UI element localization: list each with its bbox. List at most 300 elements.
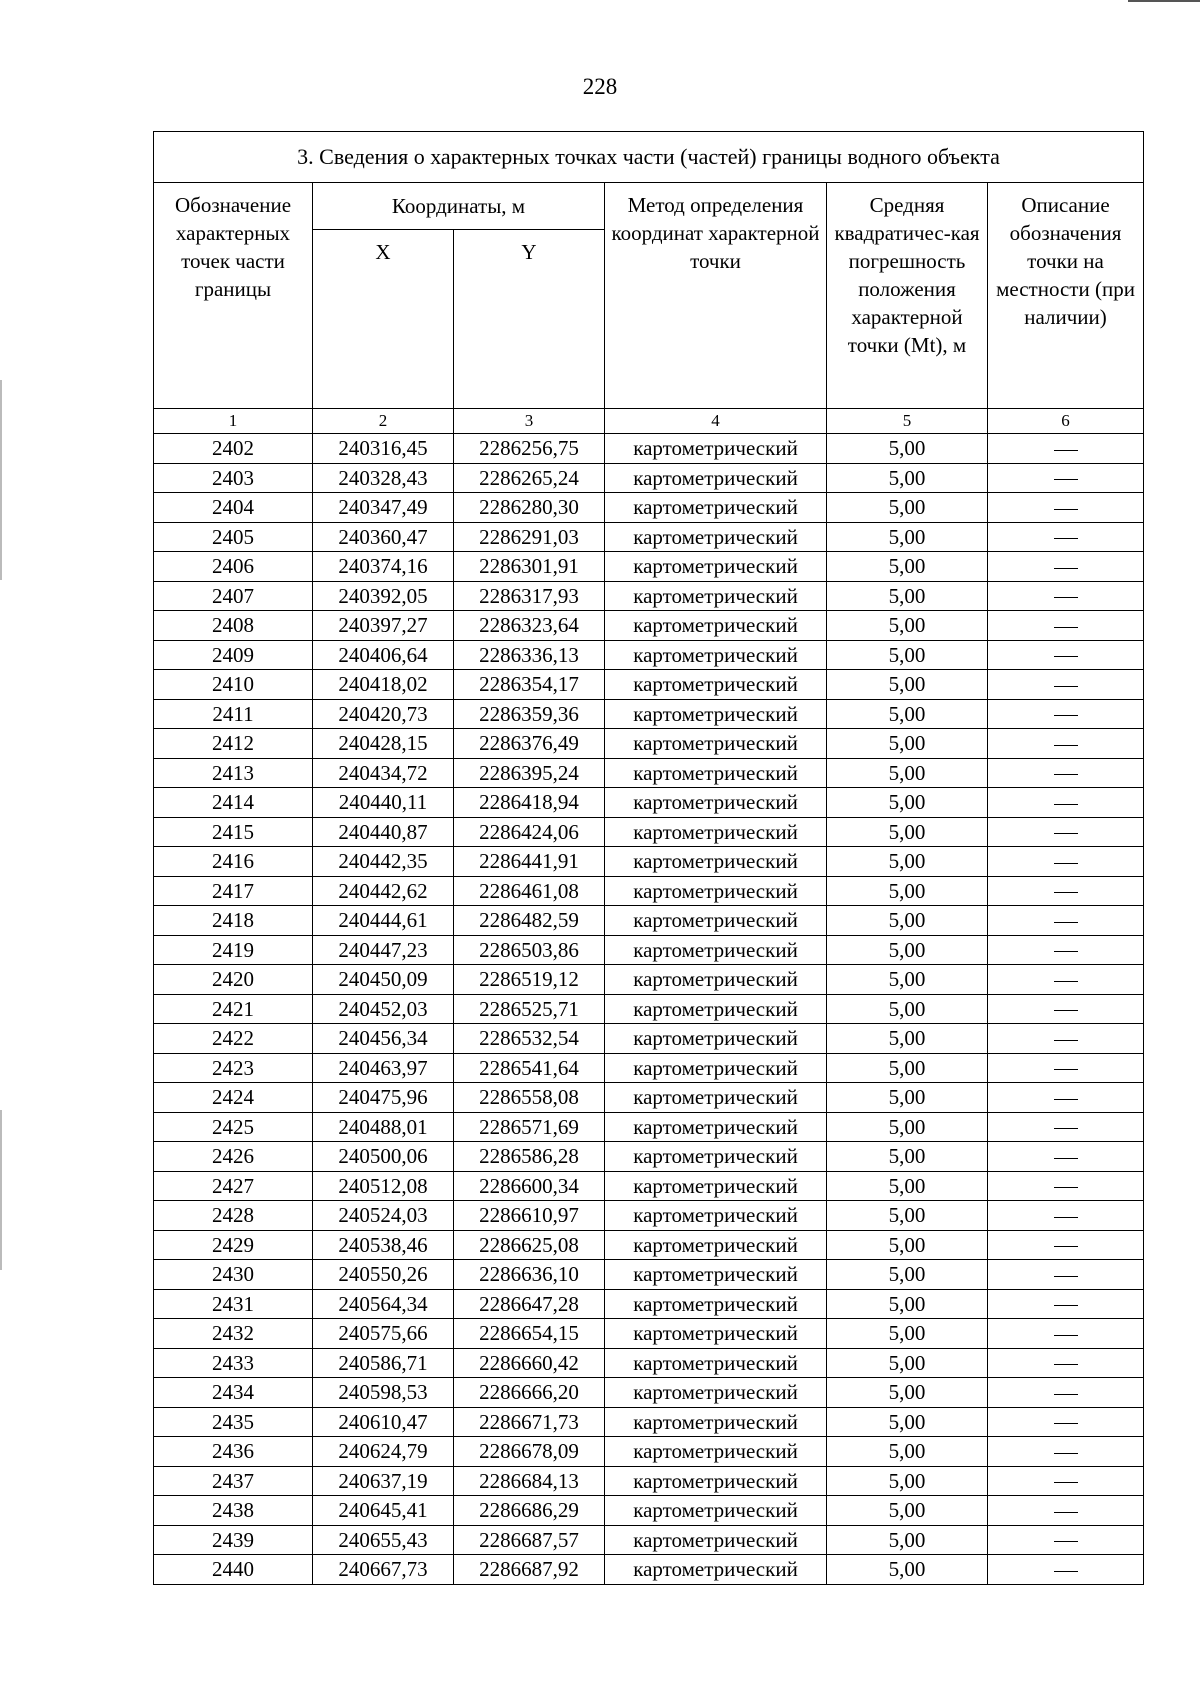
- dash-mark: [1054, 1158, 1078, 1159]
- description-cell: [988, 758, 1144, 788]
- table-row: [154, 1024, 1144, 1054]
- y-coordinate-cell: 2286291,03: [454, 522, 605, 552]
- point-id-cell: 2405: [154, 522, 313, 552]
- x-coordinate-cell: 240488,01: [313, 1112, 454, 1142]
- table-row: [154, 1083, 1144, 1113]
- description-cell: [988, 1525, 1144, 1555]
- table-row: [154, 699, 1144, 729]
- description-cell: [988, 1289, 1144, 1319]
- y-coordinate-cell: 2286525,71: [454, 994, 605, 1024]
- header-coordinates: Координаты, м: [313, 183, 605, 230]
- dash-mark: [1054, 538, 1078, 539]
- dash-mark: [1054, 1128, 1078, 1129]
- point-id-cell: 2440: [154, 1555, 313, 1585]
- description-cell: [988, 699, 1144, 729]
- table-row: [154, 1407, 1144, 1437]
- y-coordinate-cell: 2286654,15: [454, 1319, 605, 1349]
- point-id-cell: 2414: [154, 788, 313, 818]
- accuracy-cell: 5,00: [827, 670, 988, 700]
- method-cell: картометрический: [605, 1496, 827, 1526]
- header-description: Описание обозначения точки на местности (при наличии): [988, 183, 1144, 409]
- description-cell: [988, 1378, 1144, 1408]
- method-cell: картометрический: [605, 434, 827, 464]
- point-id-cell: 2432: [154, 1319, 313, 1349]
- point-id-cell: 2429: [154, 1230, 313, 1260]
- accuracy-cell: 5,00: [827, 581, 988, 611]
- dash-mark: [1054, 656, 1078, 657]
- method-cell: картометрический: [605, 1171, 827, 1201]
- method-cell: картометрический: [605, 876, 827, 906]
- x-coordinate-cell: 240624,79: [313, 1437, 454, 1467]
- table-row: [154, 935, 1144, 965]
- accuracy-cell: 5,00: [827, 1378, 988, 1408]
- method-cell: картометрический: [605, 1525, 827, 1555]
- x-coordinate-cell: 240575,66: [313, 1319, 454, 1349]
- table-row: [154, 1201, 1144, 1231]
- accuracy-cell: 5,00: [827, 1230, 988, 1260]
- method-cell: картометрический: [605, 817, 827, 847]
- accuracy-cell: 5,00: [827, 788, 988, 818]
- method-cell: картометрический: [605, 493, 827, 523]
- accuracy-cell: 5,00: [827, 935, 988, 965]
- point-id-cell: 2428: [154, 1201, 313, 1231]
- dash-mark: [1054, 1010, 1078, 1011]
- x-coordinate-cell: 240360,47: [313, 522, 454, 552]
- table-title: 3. Сведения о характерных точках части (частей) границы водного объекта: [154, 132, 1144, 183]
- method-cell: картометрический: [605, 611, 827, 641]
- y-coordinate-cell: 2286541,64: [454, 1053, 605, 1083]
- description-cell: [988, 552, 1144, 582]
- dash-mark: [1054, 568, 1078, 569]
- x-coordinate-cell: 240374,16: [313, 552, 454, 582]
- y-coordinate-cell: 2286482,59: [454, 906, 605, 936]
- method-cell: картометрический: [605, 1142, 827, 1172]
- table-row: [154, 994, 1144, 1024]
- boundary-points-table: [153, 131, 1144, 1585]
- description-cell: [988, 670, 1144, 700]
- method-cell: картометрический: [605, 699, 827, 729]
- description-cell: [988, 1348, 1144, 1378]
- scan-edge-mark: [0, 380, 2, 580]
- dash-mark: [1054, 1541, 1078, 1542]
- table-row: [154, 1555, 1144, 1585]
- x-coordinate-cell: 240450,09: [313, 965, 454, 995]
- method-cell: картометрический: [605, 1024, 827, 1054]
- dash-mark: [1054, 450, 1078, 451]
- method-cell: картометрический: [605, 1201, 827, 1231]
- x-coordinate-cell: 240598,53: [313, 1378, 454, 1408]
- point-id-cell: 2420: [154, 965, 313, 995]
- accuracy-cell: 5,00: [827, 1171, 988, 1201]
- accuracy-cell: 5,00: [827, 1437, 988, 1467]
- accuracy-cell: 5,00: [827, 1083, 988, 1113]
- accuracy-cell: 5,00: [827, 817, 988, 847]
- accuracy-cell: 5,00: [827, 522, 988, 552]
- description-cell: [988, 876, 1144, 906]
- dash-mark: [1054, 1276, 1078, 1277]
- dash-mark: [1054, 597, 1078, 598]
- point-id-cell: 2439: [154, 1525, 313, 1555]
- x-coordinate-cell: 240655,43: [313, 1525, 454, 1555]
- y-coordinate-cell: 2286600,34: [454, 1171, 605, 1201]
- y-coordinate-cell: 2286610,97: [454, 1201, 605, 1231]
- table-row: [154, 1053, 1144, 1083]
- method-cell: картометрический: [605, 994, 827, 1024]
- point-id-cell: 2409: [154, 640, 313, 670]
- table-row: [154, 1466, 1144, 1496]
- x-coordinate-cell: 240538,46: [313, 1230, 454, 1260]
- method-cell: картометрический: [605, 1083, 827, 1113]
- x-coordinate-cell: 240406,64: [313, 640, 454, 670]
- table-row: [154, 493, 1144, 523]
- accuracy-cell: 5,00: [827, 1466, 988, 1496]
- x-coordinate-cell: 240328,43: [313, 463, 454, 493]
- table-row: [154, 1319, 1144, 1349]
- point-id-cell: 2435: [154, 1407, 313, 1437]
- accuracy-cell: 5,00: [827, 1496, 988, 1526]
- x-coordinate-cell: 240550,26: [313, 1260, 454, 1290]
- dash-mark: [1054, 951, 1078, 952]
- description-cell: [988, 1201, 1144, 1231]
- y-coordinate-cell: 2286359,36: [454, 699, 605, 729]
- x-coordinate-cell: 240434,72: [313, 758, 454, 788]
- x-coordinate-cell: 240347,49: [313, 493, 454, 523]
- header-method: Метод определения координат характерной точки: [605, 183, 827, 409]
- y-coordinate-cell: 2286354,17: [454, 670, 605, 700]
- x-coordinate-cell: 240420,73: [313, 699, 454, 729]
- page-number: 228: [582, 74, 618, 99]
- description-cell: [988, 1112, 1144, 1142]
- table-row: [154, 1496, 1144, 1526]
- accuracy-cell: 5,00: [827, 758, 988, 788]
- accuracy-cell: 5,00: [827, 1260, 988, 1290]
- description-cell: [988, 847, 1144, 877]
- method-cell: картометрический: [605, 729, 827, 759]
- table-row: [154, 847, 1144, 877]
- accuracy-cell: 5,00: [827, 434, 988, 464]
- point-id-cell: 2408: [154, 611, 313, 641]
- y-coordinate-cell: 2286461,08: [454, 876, 605, 906]
- method-cell: картометрический: [605, 1053, 827, 1083]
- method-cell: картометрический: [605, 640, 827, 670]
- accuracy-cell: 5,00: [827, 1142, 988, 1172]
- accuracy-cell: 5,00: [827, 1555, 988, 1585]
- accuracy-cell: 5,00: [827, 493, 988, 523]
- method-cell: картометрический: [605, 758, 827, 788]
- x-coordinate-cell: 240512,08: [313, 1171, 454, 1201]
- x-coordinate-cell: 240452,03: [313, 994, 454, 1024]
- column-number: 5: [827, 409, 988, 434]
- x-coordinate-cell: 240442,35: [313, 847, 454, 877]
- method-cell: картометрический: [605, 906, 827, 936]
- point-id-cell: 2423: [154, 1053, 313, 1083]
- dash-mark: [1054, 804, 1078, 805]
- method-cell: картометрический: [605, 463, 827, 493]
- y-coordinate-cell: 2286586,28: [454, 1142, 605, 1172]
- table-row: [154, 1142, 1144, 1172]
- table-row: [154, 1378, 1144, 1408]
- description-cell: [988, 1142, 1144, 1172]
- description-cell: [988, 581, 1144, 611]
- description-cell: [988, 1083, 1144, 1113]
- point-id-cell: 2430: [154, 1260, 313, 1290]
- accuracy-cell: 5,00: [827, 847, 988, 877]
- table-row: [154, 729, 1144, 759]
- table-row: [154, 1437, 1144, 1467]
- dash-mark: [1054, 1187, 1078, 1188]
- dash-mark: [1054, 922, 1078, 923]
- accuracy-cell: 5,00: [827, 1407, 988, 1437]
- x-coordinate-cell: 240397,27: [313, 611, 454, 641]
- description-cell: [988, 817, 1144, 847]
- y-coordinate-cell: 2286636,10: [454, 1260, 605, 1290]
- table-row: [154, 876, 1144, 906]
- dash-mark: [1054, 774, 1078, 775]
- dash-mark: [1054, 833, 1078, 834]
- y-coordinate-cell: 2286301,91: [454, 552, 605, 582]
- description-cell: [988, 729, 1144, 759]
- y-coordinate-cell: 2286395,24: [454, 758, 605, 788]
- table-row: [154, 1260, 1144, 1290]
- accuracy-cell: 5,00: [827, 994, 988, 1024]
- description-cell: [988, 1319, 1144, 1349]
- dash-mark: [1054, 627, 1078, 628]
- x-coordinate-cell: 240610,47: [313, 1407, 454, 1437]
- description-cell: [988, 994, 1144, 1024]
- y-coordinate-cell: 2286687,57: [454, 1525, 605, 1555]
- dash-mark: [1054, 745, 1078, 746]
- table-row: [154, 1348, 1144, 1378]
- x-coordinate-cell: 240442,62: [313, 876, 454, 906]
- dash-mark: [1054, 1246, 1078, 1247]
- method-cell: картометрический: [605, 581, 827, 611]
- column-number-row: [154, 409, 1144, 434]
- y-coordinate-cell: 2286418,94: [454, 788, 605, 818]
- header-x: X: [313, 230, 454, 409]
- point-id-cell: 2426: [154, 1142, 313, 1172]
- x-coordinate-cell: 240456,34: [313, 1024, 454, 1054]
- table-row: [154, 1525, 1144, 1555]
- description-cell: [988, 906, 1144, 936]
- table-row: [154, 581, 1144, 611]
- dash-mark: [1054, 1217, 1078, 1218]
- table-row: [154, 1112, 1144, 1142]
- dash-mark: [1054, 1335, 1078, 1336]
- point-id-cell: 2434: [154, 1378, 313, 1408]
- accuracy-cell: 5,00: [827, 729, 988, 759]
- accuracy-cell: 5,00: [827, 611, 988, 641]
- header-designation: Обозначение характерных точек части границы: [154, 183, 313, 409]
- table-row: [154, 463, 1144, 493]
- accuracy-cell: 5,00: [827, 1319, 988, 1349]
- point-id-cell: 2431: [154, 1289, 313, 1319]
- point-id-cell: 2424: [154, 1083, 313, 1113]
- point-id-cell: 2406: [154, 552, 313, 582]
- scan-edge-mark: [0, 1110, 2, 1270]
- point-id-cell: 2419: [154, 935, 313, 965]
- method-cell: картометрический: [605, 847, 827, 877]
- point-id-cell: 2413: [154, 758, 313, 788]
- method-cell: картометрический: [605, 1289, 827, 1319]
- y-coordinate-cell: 2286503,86: [454, 935, 605, 965]
- y-coordinate-cell: 2286684,13: [454, 1466, 605, 1496]
- dash-mark: [1054, 1453, 1078, 1454]
- table-row: [154, 965, 1144, 995]
- y-coordinate-cell: 2286265,24: [454, 463, 605, 493]
- accuracy-cell: 5,00: [827, 1024, 988, 1054]
- table-row: [154, 611, 1144, 641]
- description-cell: [988, 1555, 1144, 1585]
- y-coordinate-cell: 2286376,49: [454, 729, 605, 759]
- point-id-cell: 2407: [154, 581, 313, 611]
- point-id-cell: 2422: [154, 1024, 313, 1054]
- point-id-cell: 2410: [154, 670, 313, 700]
- x-coordinate-cell: 240524,03: [313, 1201, 454, 1231]
- dash-mark: [1054, 981, 1078, 982]
- accuracy-cell: 5,00: [827, 1289, 988, 1319]
- y-coordinate-cell: 2286558,08: [454, 1083, 605, 1113]
- table-row: [154, 906, 1144, 936]
- dash-mark: [1054, 863, 1078, 864]
- y-coordinate-cell: 2286666,20: [454, 1378, 605, 1408]
- dash-mark: [1054, 715, 1078, 716]
- method-cell: картометрический: [605, 1230, 827, 1260]
- method-cell: картометрический: [605, 670, 827, 700]
- point-id-cell: 2412: [154, 729, 313, 759]
- description-cell: [988, 522, 1144, 552]
- x-coordinate-cell: 240637,19: [313, 1466, 454, 1496]
- point-id-cell: 2404: [154, 493, 313, 523]
- y-coordinate-cell: 2286660,42: [454, 1348, 605, 1378]
- dash-mark: [1054, 1069, 1078, 1070]
- x-coordinate-cell: 240586,71: [313, 1348, 454, 1378]
- description-cell: [988, 1496, 1144, 1526]
- column-number: 2: [313, 409, 454, 434]
- x-coordinate-cell: 240463,97: [313, 1053, 454, 1083]
- x-coordinate-cell: 240447,23: [313, 935, 454, 965]
- y-coordinate-cell: 2286336,13: [454, 640, 605, 670]
- table-row: [154, 1289, 1144, 1319]
- y-coordinate-cell: 2286687,92: [454, 1555, 605, 1585]
- description-cell: [988, 788, 1144, 818]
- dash-mark: [1054, 1364, 1078, 1365]
- table-row: [154, 434, 1144, 464]
- y-coordinate-cell: 2286647,28: [454, 1289, 605, 1319]
- dash-mark: [1054, 892, 1078, 893]
- x-coordinate-cell: 240428,15: [313, 729, 454, 759]
- y-coordinate-cell: 2286317,93: [454, 581, 605, 611]
- y-coordinate-cell: 2286323,64: [454, 611, 605, 641]
- method-cell: картометрический: [605, 788, 827, 818]
- method-cell: картометрический: [605, 1319, 827, 1349]
- dash-mark: [1054, 1512, 1078, 1513]
- y-coordinate-cell: 2286571,69: [454, 1112, 605, 1142]
- method-cell: картометрический: [605, 1378, 827, 1408]
- description-cell: [988, 640, 1144, 670]
- scan-edge-mark: [1128, 0, 1200, 2]
- point-id-cell: 2403: [154, 463, 313, 493]
- table-row: [154, 1171, 1144, 1201]
- x-coordinate-cell: 240392,05: [313, 581, 454, 611]
- point-id-cell: 2436: [154, 1437, 313, 1467]
- y-coordinate-cell: 2286678,09: [454, 1437, 605, 1467]
- description-cell: [988, 493, 1144, 523]
- x-coordinate-cell: 240475,96: [313, 1083, 454, 1113]
- accuracy-cell: 5,00: [827, 1201, 988, 1231]
- description-cell: [988, 463, 1144, 493]
- method-cell: картометрический: [605, 1112, 827, 1142]
- point-id-cell: 2411: [154, 699, 313, 729]
- y-coordinate-cell: 2286671,73: [454, 1407, 605, 1437]
- point-id-cell: 2425: [154, 1112, 313, 1142]
- column-number: 1: [154, 409, 313, 434]
- method-cell: картометрический: [605, 1260, 827, 1290]
- accuracy-cell: 5,00: [827, 699, 988, 729]
- point-id-cell: 2417: [154, 876, 313, 906]
- x-coordinate-cell: 240440,87: [313, 817, 454, 847]
- x-coordinate-cell: 240667,73: [313, 1555, 454, 1585]
- description-cell: [988, 935, 1144, 965]
- accuracy-cell: 5,00: [827, 906, 988, 936]
- point-id-cell: 2402: [154, 434, 313, 464]
- dash-mark: [1054, 1305, 1078, 1306]
- column-number: 3: [454, 409, 605, 434]
- dash-mark: [1054, 1482, 1078, 1483]
- accuracy-cell: 5,00: [827, 552, 988, 582]
- table-row: [154, 788, 1144, 818]
- y-coordinate-cell: 2286519,12: [454, 965, 605, 995]
- dash-mark: [1054, 686, 1078, 687]
- point-id-cell: 2418: [154, 906, 313, 936]
- method-cell: картометрический: [605, 965, 827, 995]
- y-coordinate-cell: 2286256,75: [454, 434, 605, 464]
- x-coordinate-cell: 240440,11: [313, 788, 454, 818]
- table-row: [154, 640, 1144, 670]
- point-id-cell: 2416: [154, 847, 313, 877]
- description-cell: [988, 965, 1144, 995]
- method-cell: картометрический: [605, 1555, 827, 1585]
- method-cell: картометрический: [605, 1348, 827, 1378]
- table-row: [154, 758, 1144, 788]
- description-cell: [988, 434, 1144, 464]
- accuracy-cell: 5,00: [827, 1525, 988, 1555]
- method-cell: картометрический: [605, 1437, 827, 1467]
- description-cell: [988, 1466, 1144, 1496]
- header-accuracy: Средняя квадратичес-кая погрешность положения характерной точки (Mt), м: [827, 183, 988, 409]
- accuracy-cell: 5,00: [827, 463, 988, 493]
- table-row: [154, 522, 1144, 552]
- y-coordinate-cell: 2286625,08: [454, 1230, 605, 1260]
- method-cell: картометрический: [605, 1407, 827, 1437]
- description-cell: [988, 1053, 1144, 1083]
- dash-mark: [1054, 1571, 1078, 1572]
- y-coordinate-cell: 2286532,54: [454, 1024, 605, 1054]
- table-row: [154, 817, 1144, 847]
- method-cell: картометрический: [605, 522, 827, 552]
- method-cell: картометрический: [605, 1466, 827, 1496]
- description-cell: [988, 1171, 1144, 1201]
- header-y: Y: [454, 230, 605, 409]
- point-id-cell: 2433: [154, 1348, 313, 1378]
- y-coordinate-cell: 2286686,29: [454, 1496, 605, 1526]
- point-id-cell: 2438: [154, 1496, 313, 1526]
- dash-mark: [1054, 1040, 1078, 1041]
- accuracy-cell: 5,00: [827, 640, 988, 670]
- column-number: 4: [605, 409, 827, 434]
- description-cell: [988, 1437, 1144, 1467]
- description-cell: [988, 1024, 1144, 1054]
- description-cell: [988, 1407, 1144, 1437]
